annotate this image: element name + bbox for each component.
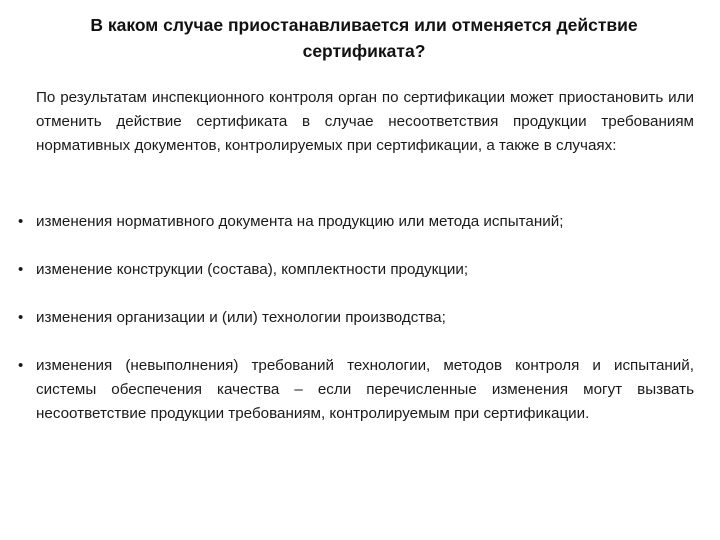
list-item bbox=[18, 306, 694, 330]
bullet-icon: • bbox=[18, 357, 24, 374]
list-item bbox=[18, 354, 694, 426]
list-item bbox=[18, 210, 694, 234]
list-item bbox=[18, 258, 694, 282]
bullet-icon: • bbox=[18, 213, 24, 230]
bullet-icon: • bbox=[18, 261, 24, 278]
bullet-icon: • bbox=[18, 309, 24, 326]
intro-paragraph: По результатам инспекционного контроля орган по сертификации может приостановить или отменить действие сертификата в случае несоответствия продукции требованиям нормативных документов, контролируемых при сертификации, а также в случаях: bbox=[36, 89, 694, 154]
list-item-text: изменение конструкции (состава), комплектности продукции; bbox=[36, 261, 469, 278]
list-item-text: изменения организации и (или) технологии производства; bbox=[36, 309, 446, 326]
list-item-text: изменения нормативного документа на продукцию или метода испытаний; bbox=[36, 213, 564, 230]
bullet-list bbox=[18, 210, 694, 426]
slide-title: В каком случае приостанавливается или отменяется действие сертификата? bbox=[90, 15, 638, 61]
list-item-text: изменения (невыполнения) требований технологии, методов контроля и испытаний, системы обеспечения качества – если перечисленные изменения могут вызвать несоответствие продукции требованиям, контролируемым при сертификации. bbox=[36, 357, 694, 422]
